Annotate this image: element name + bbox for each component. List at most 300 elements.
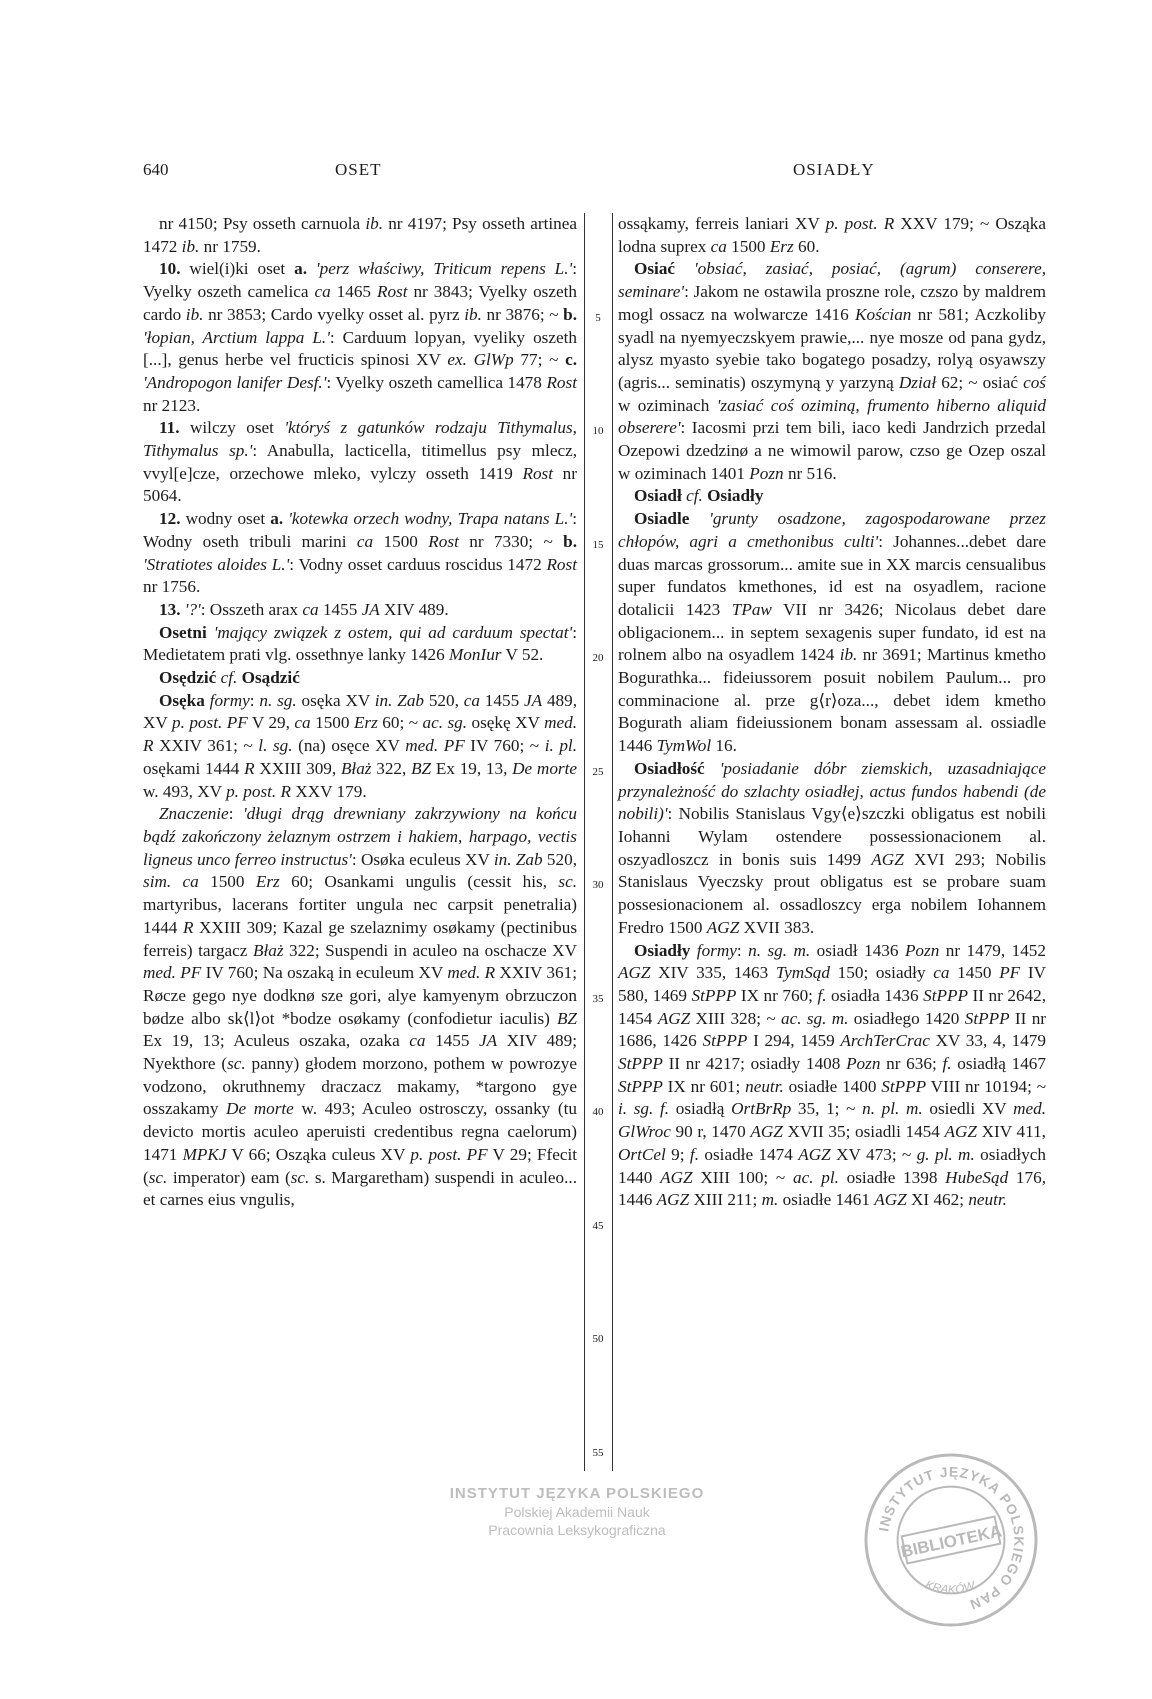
entry-text: 1455 <box>318 599 362 619</box>
entry-italic-text: Pozn <box>749 463 784 483</box>
entry-italic-text: 'obsiać, zasiać, posiać, (agrum) conserere, seminare' <box>618 259 1046 302</box>
entry-italic-text: R <box>244 758 255 778</box>
entry-text: XI 462; <box>906 1190 969 1210</box>
entry-italic-text: ac. pl. <box>792 1167 839 1187</box>
entry-italic-text: ib. <box>181 236 200 256</box>
entry-italic-text: i. sg. f. <box>618 1099 670 1119</box>
entry-italic-text: 'któryś z gatunków rodzaju Tithymalus, Tithymalus sp.' <box>143 418 577 461</box>
entry-text: II nr 2642, 1454 <box>618 985 1047 1028</box>
entry-headword: 10. <box>159 259 181 279</box>
dictionary-entry <box>618 485 1046 508</box>
entry-text: XXIV 361; Røcze gego nye dodknø sze gori, alye kamyenym obrzuczon bødze albo sk⟨l⟩ot *bodze osøkamy (confodietur iaculis) <box>143 963 577 1028</box>
entry-italic-text: sim. ca <box>143 872 199 892</box>
entry-italic-text: neutr. <box>968 1190 1007 1210</box>
entry-italic-text: formy <box>209 690 250 710</box>
stamp-department: Pracownia Leksykograficzna <box>488 1522 666 1538</box>
svg-text:KRAKÓW <box>923 1577 978 1596</box>
entry-italic-text: Rost <box>428 531 459 551</box>
entry-italic-text: TymSąd <box>775 963 830 983</box>
entry-italic-text: cf. <box>686 486 703 506</box>
entry-text: XIV 335, 1463 <box>650 963 776 983</box>
entry-italic-text: 'długi drąg drewniany zakrzywiony na końcu bądź zakończony żelaznym ostrzem i hakiem, harpago, vectis ligneus unco ferreo instructus' <box>143 804 577 869</box>
entry-text: VII nr 3426; Nicolaus debet dare obligacionem... in septem sexagenis super fundato, id est na rolnem albo na osyadlem 1424 <box>618 599 1046 665</box>
running-head-left: OSET <box>335 160 382 179</box>
entry-text: 1500 <box>373 531 429 551</box>
entry-headword: 11. <box>159 418 180 438</box>
line-number: 10 <box>592 425 604 438</box>
entry-italic-text: AGZ <box>750 1122 783 1142</box>
entry-text: VIII nr 10194; ~ <box>926 1076 1046 1096</box>
entry-text: 90 r, 1470 <box>670 1122 751 1142</box>
entry-text: nr 1479, 1452 <box>939 940 1046 960</box>
dictionary-entry <box>143 803 577 1212</box>
entry-italic-text: l. sg. <box>258 736 293 756</box>
entry-italic-text: HubeSąd <box>945 1167 1009 1187</box>
entry-text <box>675 259 694 278</box>
dictionary-entry <box>143 258 577 417</box>
entry-text: XXIII 309, <box>254 758 341 778</box>
entry-italic-text: ac. sg. <box>422 713 468 733</box>
entry-text: osękę XV <box>467 713 545 733</box>
entry-italic-text: AGZ <box>874 1190 907 1210</box>
dictionary-entry <box>143 599 577 622</box>
entry-italic-text: PF <box>999 963 1021 983</box>
entry-headword: Osęka <box>159 690 205 710</box>
entry-text: s. Margaretham) suspendi in aculeo... et carnes eius vngulis, <box>143 1167 577 1210</box>
entry-italic-text: in. Zab <box>493 849 543 869</box>
entry-italic-text: StPPP <box>691 985 737 1005</box>
line-number: 20 <box>592 652 604 665</box>
entry-text: 60; Osankami ungulis (cessit his, <box>279 872 559 892</box>
entry-text: osiadłe 1461 <box>778 1190 875 1210</box>
entry-italic-text: med. PF <box>405 736 465 756</box>
entry-italic-text: f. <box>817 985 827 1005</box>
entry-text: : <box>228 804 243 824</box>
entry-italic-text: 'grunty osadzone, zagospodarowane przez chłopów, agri a cmethonibus culti' <box>618 509 1046 551</box>
entry-text: Ex 19, 13; Aculeus oszaka, ozaka <box>143 1031 410 1051</box>
dictionary-entry <box>143 508 577 599</box>
entry-text: martyribus, lacerans fortiter ungula nec carpsit penetralia) 1444 <box>143 895 577 937</box>
entry-headword: c. <box>565 350 578 370</box>
entry-text: : Nobilis Stanislaus Vgy⟨e⟩szczki obligatus est nobili Iohanni Wylam ostendere possessionacionem al. oszyadloszcz in bonis suis 1499 <box>618 804 1046 869</box>
page-number: 640 <box>143 160 169 179</box>
entry-text: osiadłych 1440 <box>618 1144 1047 1187</box>
entry-text: II nr 1686, 1426 <box>618 1008 1047 1051</box>
entry-italic-text: Erz <box>769 236 794 256</box>
entry-italic-text: formy <box>696 940 737 960</box>
page-header <box>143 160 1043 184</box>
entry-text: nr 4197; Psy osseth artinea 1472 <box>143 214 577 256</box>
entry-italic-text: Błaż <box>340 758 372 778</box>
entry-italic-text: MonIur <box>448 645 502 665</box>
entry-text: osiedli XV <box>922 1099 1014 1119</box>
entry-italic-text: OrtBrRp <box>731 1099 792 1119</box>
entry-italic-text: AGZ <box>656 1190 690 1210</box>
entry-text: nr 636; <box>880 1054 943 1074</box>
entry-headword: Osędzić <box>159 668 217 688</box>
entry-text: I 294, 1459 <box>747 1031 841 1051</box>
entry-text: nr 3853; Cardo vyelky osset al. pyrz <box>203 304 465 324</box>
entry-text: imperator) eam ( <box>167 1167 291 1187</box>
entry-italic-text: BZ <box>411 758 432 778</box>
entry-italic-text: m. <box>761 1190 779 1210</box>
entry-text: : Carduum lopyan, vyeliky oszeth [...], genus herbe vel fructicis spinosi XV <box>143 327 578 370</box>
entry-text: XVI 293; Nobilis Stanislaus Vyeczsky prout obligatus est se probare suam possesionacionem al. ossadloszcy erga nobilem Iohannem Fredro 1500 <box>618 849 1046 937</box>
entry-italic-text: ca <box>356 531 374 551</box>
entry-text <box>207 623 214 642</box>
line-number: 35 <box>592 992 604 1005</box>
line-number: 55 <box>592 1446 604 1459</box>
entry-text: : Jakom ne ostawila proszne role, czszo by maldrem mogl ossacz na wolwarcze 1416 <box>618 282 1046 324</box>
line-number: 40 <box>592 1106 604 1119</box>
entry-text: wodny oset <box>180 509 271 529</box>
entry-italic-text: sc. <box>290 1167 310 1187</box>
entry-text: 60; ~ <box>377 713 423 733</box>
entry-text: : <box>736 940 749 960</box>
entry-text: 62; ~ osiać <box>936 372 1024 392</box>
entry-text: XV 473; ~ <box>830 1144 917 1164</box>
entry-italic-text: 'kotewka orzech wodny, Trapa natans L.' <box>288 509 573 529</box>
entry-text: II nr 4217; osiadły 1408 <box>662 1054 847 1074</box>
entry-italic-text: g. pl. m. <box>916 1144 975 1164</box>
entry-text: nr 3691; Martinus kmetho Bogurathka... fideiussorem posuit nobilem Paulum... pro comminacione al. prze g⟨r⟩oza..., debet idem kmetho Bogurath aliam fideiussionem bonam assessam al. ossiadle 1446 <box>618 645 1046 756</box>
entry-text: wilczy oset <box>179 418 285 438</box>
entry-text: 1500 <box>310 713 354 733</box>
entry-italic-text: coś <box>1023 372 1046 392</box>
entry-text: osiadłego 1420 <box>848 1008 965 1028</box>
entry-italic-text: Pozn <box>846 1054 881 1074</box>
entry-text <box>705 759 720 778</box>
entry-text: 1500 <box>726 236 770 256</box>
entry-text: IX nr 601; <box>662 1076 746 1096</box>
entry-text: osiadłą 1467 <box>951 1054 1046 1074</box>
entry-italic-text: p. post. PF <box>171 713 248 733</box>
entry-italic-text: 'łopian, Arctium lappa L.' <box>143 327 330 347</box>
entry-italic-text: med. R <box>447 963 496 983</box>
entry-italic-text: ca <box>314 282 331 302</box>
entry-text: : Medietatem prati vlg. ossethnye lanky 1426 <box>143 622 577 665</box>
entry-text: ossąkamy, ferreis laniari XV <box>618 214 826 233</box>
entry-text <box>307 259 316 278</box>
library-seal <box>862 1451 1040 1629</box>
entry-italic-text: f. <box>942 1054 952 1074</box>
entry-italic-text: ib. <box>365 214 384 233</box>
entry-italic-text: ib. <box>185 304 204 324</box>
entry-text: : Wodny oseth tribuli marini <box>143 509 577 551</box>
entry-headword: b. <box>563 531 577 551</box>
entry-headword: b. <box>563 304 577 324</box>
entry-text: 322, <box>371 758 412 778</box>
entry-text: V 52. <box>501 645 544 665</box>
entry-text: : Vyelky oszeth camellica 1478 <box>326 372 547 392</box>
entry-italic-text: StPPP <box>964 1008 1010 1028</box>
dictionary-entry <box>618 758 1046 940</box>
institute-stamp <box>412 1485 742 1538</box>
entry-text: nr 516. <box>783 463 837 483</box>
dictionary-entry <box>143 417 577 508</box>
entry-text: 1465 <box>330 282 377 302</box>
entry-italic-text: Rost <box>522 463 554 483</box>
entry-italic-text: neutr. <box>745 1076 784 1096</box>
entry-text: XIV 489. <box>379 599 449 619</box>
entry-italic-text: TPaw <box>731 599 772 619</box>
entry-italic-text: sc. <box>148 1167 168 1187</box>
seal-city: KRAKÓW <box>923 1577 977 1597</box>
entry-italic-text: De morte <box>512 758 578 778</box>
entry-italic-text: De morte <box>226 1099 294 1119</box>
entry-text: XVII 383. <box>739 917 815 937</box>
entry-italic-text: f. <box>689 1144 699 1164</box>
entry-text: XXV 179; ~ Osząka lodna suprex <box>618 214 1046 256</box>
dictionary-entry <box>618 213 1046 258</box>
entry-text: osiadła 1436 <box>826 985 924 1005</box>
entry-italic-text: ex. GlWp <box>447 350 514 370</box>
entry-italic-text: p. post. PF <box>410 1144 488 1164</box>
dictionary-entry <box>143 622 577 667</box>
entry-italic-text: R <box>182 917 194 937</box>
entry-italic-text: StPPP <box>881 1076 927 1096</box>
entry-text: : Osszeth arax <box>200 599 303 619</box>
entry-italic-text: StPPP <box>923 985 969 1005</box>
running-head-right: OSIADŁY <box>793 160 875 179</box>
entry-headword: Osiadłość <box>634 758 705 778</box>
entry-italic-text: ca <box>294 713 311 733</box>
entry-italic-text: ib. <box>464 304 482 324</box>
entry-text: XVII 35; osiadli 1454 <box>782 1122 945 1142</box>
entry-headword: Osiadle <box>634 509 690 529</box>
entry-text: 9; <box>665 1144 690 1164</box>
right-column <box>618 213 1046 1212</box>
entry-italic-text: AGZ <box>944 1122 977 1142</box>
line-number: 25 <box>592 765 604 778</box>
entry-italic-text: AGZ <box>871 849 904 869</box>
entry-text: osiadłe 1400 <box>783 1076 882 1096</box>
entry-italic-text: Dział <box>898 372 937 392</box>
entry-text: V 29, <box>247 713 295 733</box>
entry-italic-text: i. pl. <box>544 736 577 756</box>
entry-italic-text: Erz <box>255 872 280 892</box>
line-number: 5 <box>595 311 601 324</box>
entry-italic-text: ac. sg. m. <box>780 1008 849 1028</box>
entry-text: osiadłe 1398 <box>838 1167 946 1187</box>
entry-italic-text: med. GlWroc <box>618 1099 1046 1142</box>
entry-text: 16. <box>711 736 737 756</box>
entry-headword: 12. <box>159 509 181 529</box>
entry-italic-text: Rost <box>546 554 577 574</box>
entry-text: 77; ~ <box>513 350 566 370</box>
dictionary-entry <box>143 667 577 690</box>
entry-italic-text: n. sg. m. <box>748 940 811 960</box>
entry-headword: Osiadły <box>707 486 764 506</box>
entry-italic-text: ca <box>933 963 950 983</box>
entry-italic-text: sc. <box>227 1054 246 1074</box>
entry-italic-text: p. post. R <box>825 214 895 233</box>
entry-italic-text: StPPP <box>702 1031 748 1051</box>
dictionary-entry <box>618 508 1046 758</box>
entry-text: nr 5064. <box>143 463 577 506</box>
entry-text: 1450 <box>949 963 1000 983</box>
entry-text: XXV 179. <box>291 781 367 801</box>
entry-italic-text: ib. <box>839 645 858 665</box>
entry-italic-text: StPPP <box>618 1054 663 1074</box>
entry-italic-text: ca <box>463 690 480 710</box>
entry-text: nr 3876; ~ <box>481 304 564 324</box>
entry-text: XXIV 361; ~ <box>153 736 259 756</box>
entry-italic-text: Pozn <box>904 940 940 960</box>
entry-text: : Anabulla, lacticella, titimellus psy mlecz, vvyl[e]cze, orzechowe mleko, vylczy osseth 1419 <box>143 441 578 483</box>
entry-text: nr 3843; Vyelky oszeth cardo <box>143 282 578 324</box>
entry-text: XXIII 309; Kazal ge szelaznimy osøkamy (pectinibus ferreis) targacz <box>143 917 578 960</box>
entry-italic-text: in. Zab <box>374 690 425 710</box>
entry-headword: a. <box>270 509 284 529</box>
line-number-gutter <box>581 213 615 1461</box>
entry-text: XIII 211; <box>689 1190 762 1210</box>
entry-headword: 13. <box>159 599 181 619</box>
entry-text: nr 1756. <box>143 577 201 597</box>
entry-italic-text: 'zasiać coś oziminą, frumento hiberno aliquid obserere' <box>618 395 1047 438</box>
dictionary-entry <box>618 940 1046 1212</box>
entry-text: : Vodny osset carduus roscidus 1472 <box>289 554 547 574</box>
entry-italic-text: p. post. R <box>226 781 292 801</box>
entry-italic-text: 'Stratiotes aloides L.' <box>143 554 290 574</box>
entry-text: osiadłe 1474 <box>699 1144 799 1164</box>
entry-text: nr 2123. <box>143 395 201 415</box>
entry-italic-text: TymWol <box>656 736 712 756</box>
entry-text: XV 33, 4, 1479 <box>929 1031 1046 1051</box>
entry-text: osiadł 1436 <box>810 940 905 960</box>
entry-italic-text: ArchTerCrac <box>840 1031 930 1051</box>
entry-text: (na) osęce XV <box>292 736 406 756</box>
entry-italic-text: AGZ <box>706 917 740 937</box>
entry-text: : Vyelky oszeth camelica <box>143 259 577 302</box>
entry-text: 1500 <box>198 872 256 892</box>
entry-text: wiel(i)ki oset <box>180 259 295 279</box>
entry-italic-text: BZ <box>556 1008 577 1028</box>
entry-italic-text: JA <box>523 690 543 710</box>
entry-text: IV 760; Na oszaką in eculeum XV <box>201 963 448 983</box>
entry-text: 60. <box>793 236 820 256</box>
entry-text: Ex 19, 13, <box>431 758 513 778</box>
stamp-institute-name: INSTYTUT JĘZYKA POLSKIEGO <box>449 1485 705 1502</box>
entry-italic-text: n. sg. <box>259 690 297 710</box>
entry-italic-text: Rost <box>376 282 408 302</box>
entry-text: osęka XV <box>296 690 375 710</box>
dictionary-entry <box>618 258 1046 485</box>
entry-text: 489, XV <box>143 690 578 733</box>
entry-italic-text: med. R <box>143 713 577 756</box>
entry-italic-text: JA <box>361 599 380 619</box>
entry-text: XIV 411, <box>977 1122 1046 1142</box>
left-column <box>143 213 577 1212</box>
entry-italic-text: n. pl. m. <box>862 1099 923 1119</box>
entry-text: IV 580, 1469 <box>618 963 1046 1005</box>
entry-italic-text: ca <box>302 599 319 619</box>
entry-italic-text: JA <box>479 1031 498 1051</box>
entry-text: 176, 1446 <box>618 1167 1046 1210</box>
entry-italic-text: 'perz właściwy, Triticum repens L.' <box>315 259 573 279</box>
entry-italic-text: ca <box>409 1031 426 1051</box>
entry-text: IV 760; ~ <box>464 736 545 756</box>
seal-center-text: BIBLIOTEKA <box>899 1521 1004 1562</box>
entry-text: 520, <box>424 690 464 710</box>
entry-text: w. 493, XV <box>143 781 227 801</box>
entry-text: nr 4150; Psy osseth carnuola <box>159 214 366 233</box>
entry-italic-text: Znaczenie <box>159 804 229 824</box>
entry-headword: Osetni <box>159 622 207 642</box>
entry-italic-text: AGZ <box>660 1167 693 1187</box>
entry-italic-text: ca <box>710 236 727 256</box>
entry-italic-text: Błaż <box>252 940 284 960</box>
entry-italic-text: cf. <box>220 668 238 688</box>
entry-text <box>689 509 709 528</box>
entry-italic-text: OrtCel <box>618 1144 666 1164</box>
line-number: 30 <box>592 879 604 892</box>
dictionary-entry <box>143 690 577 804</box>
entry-italic-text: Rost <box>546 372 577 392</box>
line-number: 15 <box>592 538 604 551</box>
entry-text: nr 7330; ~ <box>458 531 564 551</box>
entry-italic-text: AGZ <box>798 1144 831 1164</box>
entry-text: w oziminach <box>618 395 717 415</box>
entry-italic-text: '?' <box>184 599 201 619</box>
stamp-academy: Polskiej Akademii Nauk <box>504 1504 650 1520</box>
entry-headword: Osiadły <box>634 940 691 960</box>
entry-italic-text: 'Andropogon lanifer Desf.' <box>143 372 327 392</box>
entry-italic-text: 'mający związek z ostem, qui ad carduum spectat' <box>213 622 573 642</box>
line-number: 45 <box>592 1219 604 1232</box>
entry-italic-text: med. PF <box>143 963 202 983</box>
entry-italic-text: Erz <box>353 713 378 733</box>
entry-text: panny) głodem morzono, pothem w powrozye vodzono, okruthnemy draczacz makamy, *targono gye osszakamy <box>143 1054 577 1119</box>
line-number: 50 <box>592 1333 604 1346</box>
entry-italic-text: MPKJ <box>182 1144 227 1164</box>
entry-italic-text: AGZ <box>657 1008 691 1028</box>
entry-text: 322; Suspendi in aculeo na oschacze XV <box>283 940 577 960</box>
entry-text: XIII 100; ~ <box>692 1167 793 1187</box>
entry-text: V 66; Osząka culeus XV <box>226 1144 411 1164</box>
entry-italic-text: AGZ <box>618 963 651 983</box>
entry-text: : Iacosmi przi tem bili, iaco kedi Jandrzich przedal Ozepowi dzedzinø a ne wimowil parow, czso ge Ozep oszal w oziminach 1401 <box>618 418 1046 483</box>
entry-text: XIV 489; Nyekthore ( <box>143 1031 578 1074</box>
entry-text: osiadłą <box>669 1099 732 1119</box>
entry-text: : Johannes...debet dare duas marcas grossorum... amite sue in XX marcis censualibus super fundatos kmethones, id est na osyadlem, racione dotalicii 1423 <box>618 531 1046 619</box>
entry-text: 150; osiadły <box>829 963 934 983</box>
entry-text: IX nr 760; <box>736 985 818 1005</box>
entry-headword: Osiać <box>634 259 676 279</box>
dictionary-entry <box>143 213 577 258</box>
entry-text: osękami 1444 <box>143 758 245 778</box>
entry-text: 520, <box>542 849 578 869</box>
entry-text: nr 1759. <box>199 236 261 256</box>
entry-italic-text: sc. <box>558 872 578 892</box>
entry-text: 1455 <box>479 690 524 710</box>
entry-text: XIII 328; ~ <box>690 1008 781 1028</box>
entry-text: : Osøka eculeus XV <box>351 849 494 869</box>
entry-headword: a. <box>294 259 307 279</box>
entry-text: : <box>249 690 260 710</box>
entry-italic-text: 'posiadanie dóbr ziemskich, uzasadniające przynależność do szlachty osiadłej, actus fundos habendi (de nobili)' <box>618 758 1046 824</box>
entry-italic-text: Kościan <box>855 304 912 324</box>
entry-text: 35, 1; ~ <box>791 1099 863 1119</box>
entry-text: w. 493; Aculeo ostrosczy, ossanky (tu devicto mortis aculeo aperuisti credentibus regna caelorum) 1471 <box>143 1099 578 1164</box>
entry-text: 1455 <box>425 1031 479 1051</box>
entry-headword: Osiadł <box>634 486 682 506</box>
entry-italic-text: StPPP <box>618 1076 663 1096</box>
entry-headword: Osądzić <box>241 668 300 688</box>
entry-text: V 29; Ffecit ( <box>143 1144 577 1187</box>
entry-text: nr 581; Aczkoliby syadl na nyemyeczskyem prawie,... nye mosze od pana gydz, alysz myasto syebie tako bogatego posadzy, rolyą osyawszy (agris... seminatis) oszymyną y yarzyną <box>618 304 1047 392</box>
seal-ring-text: INSTYTUT JĘZYKA POLSKIEGO PAN <box>875 1463 1028 1614</box>
